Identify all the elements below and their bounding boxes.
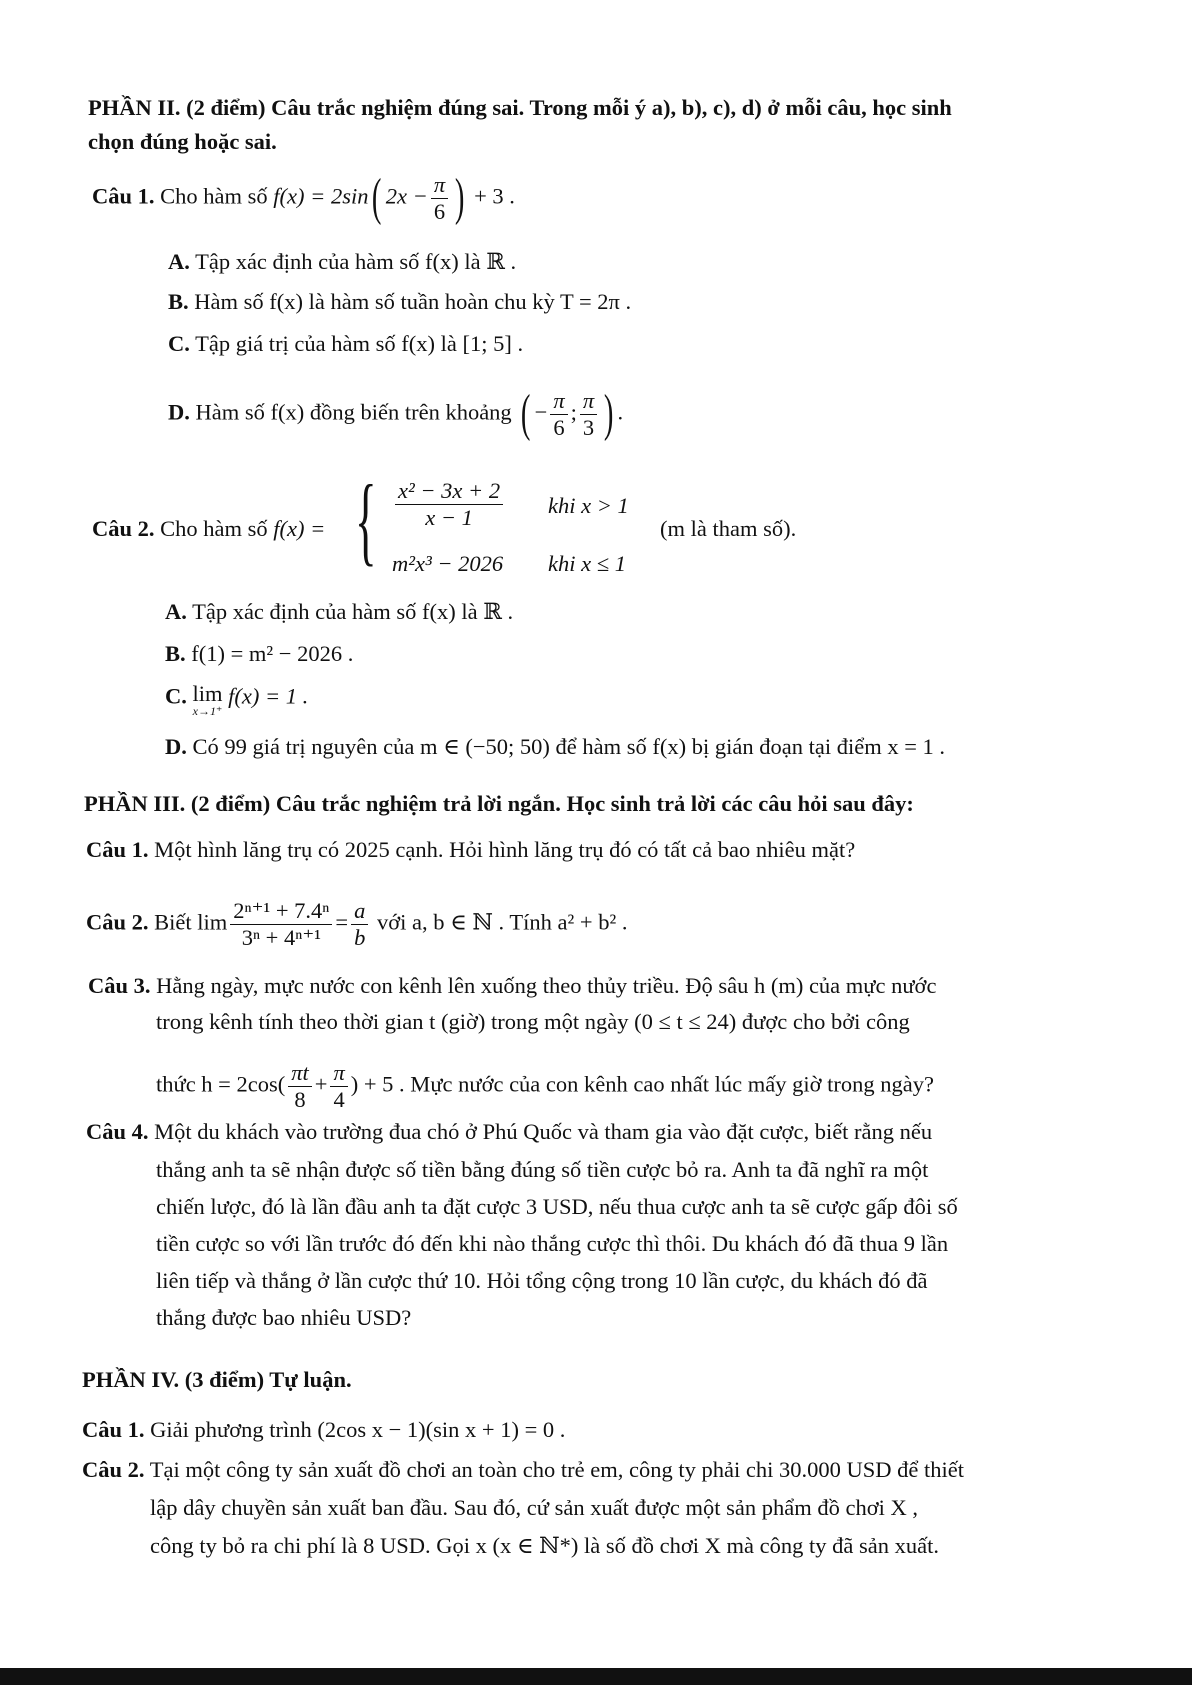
p3-q4-line1: Câu 4. Một du khách vào trường đua chó ở Phú Quốc và tham gia vào đặt cược, biết rằng nếu bbox=[86, 1119, 933, 1144]
p3-q3-line1: Câu 3. Hằng ngày, mực nước con kênh lên xuống theo thủy triều. Độ sâu h (m) của mực nước bbox=[88, 973, 937, 998]
p2-q2-option-d: D. Có 99 giá trị nguyên của m ∈ (−50; 50) để hàm số f(x) bị gián đoạn tại điểm x = 1 . bbox=[165, 734, 946, 759]
p2-q2-case2-cond: khi x ≤ 1 bbox=[548, 551, 626, 576]
p3-q1: Câu 1. Một hình lăng trụ có 2025 cạnh. Hỏi hình lăng trụ đó có tất cả bao nhiêu mặt? bbox=[86, 837, 856, 862]
p3-q4-line5: liên tiếp và thắng ở lần cược thứ 10. Hỏi tổng cộng trong 10 lần cược, du khách đó đã bbox=[156, 1268, 928, 1293]
part2-heading-cont: chọn đúng hoặc sai. bbox=[88, 129, 277, 154]
p3-q4-line3: chiến lược, đó là lần đầu anh ta đặt cược 3 USD, nếu thua cược anh ta sẽ cược gấp đôi số bbox=[156, 1194, 958, 1219]
p2-q2-case1: $\frac{\text{x² − 3x + 2}}{x - 1}$ bbox=[392, 478, 506, 531]
p2-q1-option-d: D. Hàm số f(x) đồng biến trên khoảng ( − $\frac{\pi}{6}$ ; $\frac{\pi}{3}$ ) . bbox=[168, 385, 624, 443]
p2-q1-option-a: A. Tập xác định của hàm số f(x) là ℝ . bbox=[168, 249, 517, 274]
p2-q2-option-a: A. Tập xác định của hàm số f(x) là ℝ . bbox=[165, 599, 514, 624]
p4-q1: Câu 1. Giải phương trình (2cos x − 1)(sin x + 1) = 0 . bbox=[82, 1417, 566, 1442]
p3-q2: Câu 2. Biết lim $\frac{\text{2ⁿ⁺¹ + 7.4ⁿ}}{\text{3ⁿ + 4ⁿ⁺¹}}$ = $\frac{a}{b}$ với a, b ∈ ℕ . Tính a² + b² . bbox=[86, 898, 628, 950]
p2-q2-case2: m²x³ − 2026 bbox=[392, 551, 504, 576]
limit-notation: lim x→1⁺ bbox=[192, 681, 223, 718]
p2-q2-label: Câu 2. bbox=[92, 516, 155, 541]
scan-bottom-edge bbox=[0, 1668, 1192, 1685]
p2-q2-case1-cond: khi x > 1 bbox=[548, 493, 629, 518]
p2-q1-option-c: C. Tập giá trị của hàm số f(x) là [1; 5] . bbox=[168, 331, 524, 356]
p4-q2-line3: công ty bỏ ra chi phí là 8 USD. Gọi x (x ∈ ℕ*) là số đồ chơi X mà công ty đã sản xuất. bbox=[150, 1533, 939, 1558]
p2-q1-option-b: B. Hàm số f(x) là hàm số tuần hoàn chu kỳ T = 2π . bbox=[168, 289, 632, 314]
p3-q4-line4: tiền cược so với lần trước đó đến khi nào thắng cược thì thôi. Du khách đó đã thua 9 lần bbox=[156, 1231, 949, 1256]
p3-q4-line6: thắng được bao nhiêu USD? bbox=[156, 1305, 412, 1330]
p2-q2-option-b: B. f(1) = m² − 2026 . bbox=[165, 641, 354, 666]
p3-q4-line2: thắng anh ta sẽ nhận được số tiền bằng đúng số tiền cược bỏ ra. Anh ta đã nghĩ ra một bbox=[156, 1157, 929, 1182]
part2-heading: PHẦN II. (2 điểm) Câu trắc nghiệm đúng sai. Trong mỗi ý a), b), c), d) ở mỗi câu, học sinh bbox=[88, 95, 952, 120]
p4-q2-line1: Câu 2. Tại một công ty sản xuất đồ chơi an toàn cho trẻ em, công ty phải chi 30.000 USD để thiết bbox=[82, 1457, 964, 1482]
p2-q1-label: Câu 1. bbox=[92, 183, 155, 209]
p4-q2-line2: lập dây chuyền sản xuất ban đầu. Sau đó, cứ sản xuất được một sản phẩm đồ chơi X , bbox=[150, 1495, 919, 1520]
p3-q3-line2: trong kênh tính theo thời gian t (giờ) trong một ngày (0 ≤ t ≤ 24) được cho bởi công bbox=[156, 1009, 910, 1034]
piecewise-brace: { bbox=[355, 464, 377, 575]
part3-heading: PHẦN III. (2 điểm) Câu trắc nghiệm trả lời ngắn. Học sinh trả lời các câu hỏi sau đây: bbox=[84, 791, 914, 816]
p2-q2-stem: Câu 2. Cho hàm số f(x) = bbox=[92, 516, 326, 541]
p2-q2-note: (m là tham số). bbox=[660, 516, 797, 541]
p2-q1-frac: $\frac{\pi}{6}$ bbox=[431, 172, 448, 225]
p2-q2-option-c: C. lim x→1⁺ f(x) = 1 . bbox=[165, 681, 309, 718]
p2-q1-stem: Câu 1. Cho hàm số f(x) = 2sin( 2x − $\frac{\pi}{6}$ ) + 3 . bbox=[92, 169, 515, 227]
part4-heading: PHẦN IV. (3 điểm) Tự luận. bbox=[82, 1367, 352, 1392]
p3-q3-line3: thức h = 2cos( $\frac{\pi t}{8}$ + $\frac{\pi}{4}$ ) + 5 . Mực nước của con kênh cao nhất lúc mấy giờ trong ngày? bbox=[156, 1060, 934, 1112]
